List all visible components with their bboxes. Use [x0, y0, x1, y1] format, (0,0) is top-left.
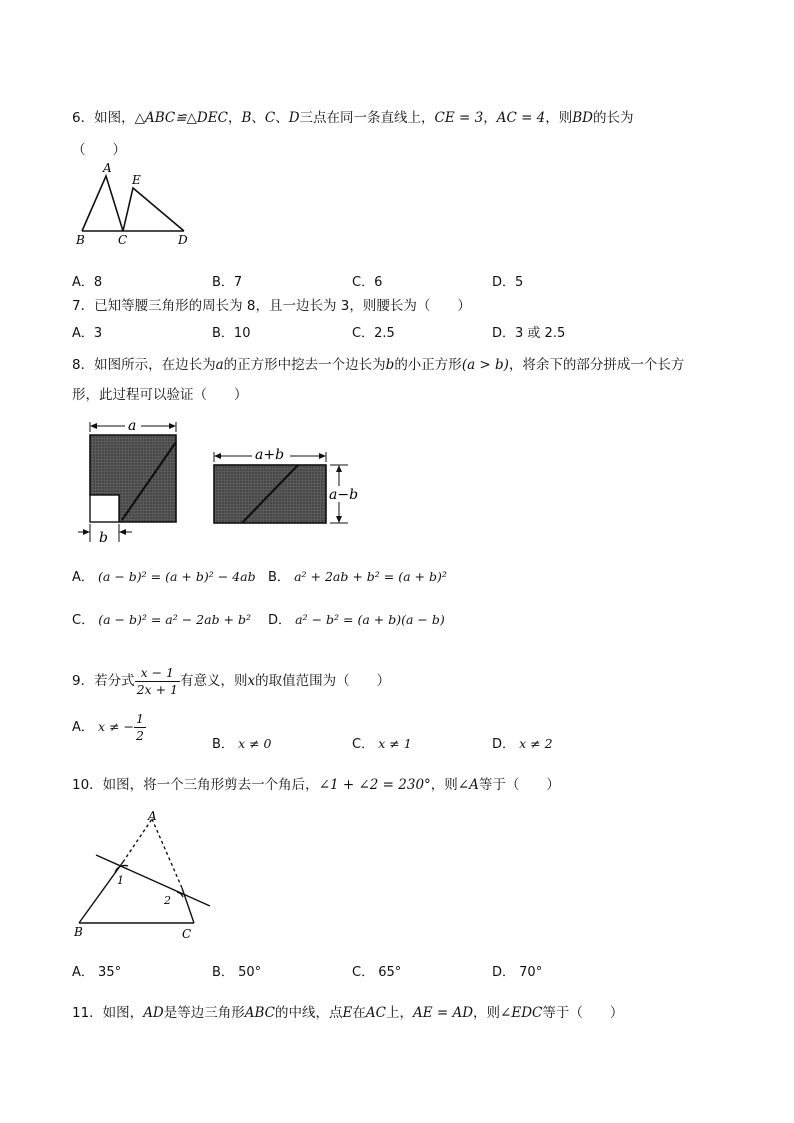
question-8-stem-line-2: 形，此过程可以验证（ ） — [72, 387, 248, 403]
cut-line — [96, 855, 210, 906]
rearranged-rectangle — [214, 446, 361, 523]
label-a-minus-b: a−b — [329, 487, 359, 503]
triangle-dec — [123, 188, 184, 231]
q9-option-c[interactable]: C． x ≠ 1 — [352, 736, 412, 752]
point-d-label: D — [178, 233, 188, 247]
removed-side-ab — [123, 819, 152, 862]
point-c-label: C — [118, 233, 128, 247]
angle-2-arc — [177, 892, 183, 897]
question-6-stem: 6．如图，△ABC≌△DEC，B、C、D三点在同一条直线上，CE = 3，AC = 4，则BD的长为 — [72, 110, 634, 126]
question-10-stem: 10．如图，将一个三角形剪去一个角后，∠1 + ∠2 = 230°，则∠A等于（ ） — [72, 777, 560, 793]
angle-1-arc — [115, 865, 128, 873]
label-a: a — [128, 418, 137, 434]
question-6-answer-paren: （ ） — [72, 142, 126, 158]
triangle-abc — [82, 176, 123, 231]
fraction-expression: $\frac{x - 1}{2x + 1}$ — [136, 664, 178, 697]
q7-option-a[interactable]: A．3 — [72, 326, 103, 341]
angle-2-label: 2 — [164, 894, 171, 907]
q10-option-c[interactable]: C． 65° — [352, 965, 402, 980]
vertex-a-label: A — [148, 809, 157, 823]
side-c-to-cut — [182, 888, 194, 923]
q8-option-d[interactable]: D． a² − b² = (a + b)(a − b) — [268, 612, 445, 628]
question-8-figure — [72, 412, 372, 547]
removed-side-ac — [152, 819, 182, 888]
vertex-c-label: C — [182, 927, 192, 941]
congruence-expression: △ABC≌△DEC — [134, 110, 228, 126]
q8-option-a[interactable]: A． (a − b)² = (a + b)² − 4ab — [72, 569, 256, 585]
q7-option-d[interactable]: D．3 或 2.5 — [492, 326, 566, 341]
q10-option-d[interactable]: D． 70° — [492, 965, 543, 980]
question-9-stem: 9．若分式 $\frac{x - 1}{2x + 1}$ 有意义，则x的取值范围为（ ） — [72, 664, 391, 697]
q8-option-b[interactable]: B． a² + 2ab + b² = (a + b)² — [268, 569, 447, 585]
q6-option-d[interactable]: D．5 — [492, 275, 524, 290]
point-e-label: E — [132, 173, 141, 187]
q9-option-a[interactable]: A． x ≠ − $\frac{1}{2}$ — [72, 711, 144, 743]
question-11-stem: 11．如图，AD是等边三角形ABC的中线，点E在AC上，AE = AD，则∠EDC等于（ ） — [72, 1005, 624, 1021]
q10-option-a[interactable]: A． 35° — [72, 965, 122, 980]
vertex-b-label: B — [74, 925, 83, 939]
question-8-stem: 8．如图所示，在边长为a的正方形中挖去一个边长为b的小正方形(a > b)，将余下的部分拼成一个长方 — [72, 357, 685, 373]
point-b-label: B — [76, 233, 85, 247]
q7-option-c[interactable]: C．2.5 — [352, 326, 395, 341]
q6-option-c[interactable]: C．6 — [352, 275, 383, 290]
point-a-label: A — [103, 161, 112, 175]
q10-option-b[interactable]: B． 50° — [212, 965, 262, 980]
question-7-stem: 7．已知等腰三角形的周长为 8，且一边长为 3，则腰长为（ ） — [72, 298, 471, 314]
label-b: b — [99, 530, 108, 546]
q8-option-c[interactable]: C． (a − b)² = a² − 2ab + b² — [72, 612, 252, 628]
q6-option-a[interactable]: A．8 — [72, 275, 103, 290]
question-6-figure — [72, 160, 202, 250]
q6-option-b[interactable]: B．7 — [212, 275, 243, 290]
q7-option-b[interactable]: B．10 — [212, 326, 251, 341]
square-with-cutout — [78, 418, 176, 546]
q9-option-b[interactable]: B． x ≠ 0 — [212, 736, 272, 752]
q9-option-d[interactable]: D． x ≠ 2 — [492, 736, 553, 752]
question-10-figure — [72, 808, 222, 948]
label-a-plus-b: a+b — [255, 447, 285, 463]
angle-1-label: 1 — [117, 874, 124, 887]
